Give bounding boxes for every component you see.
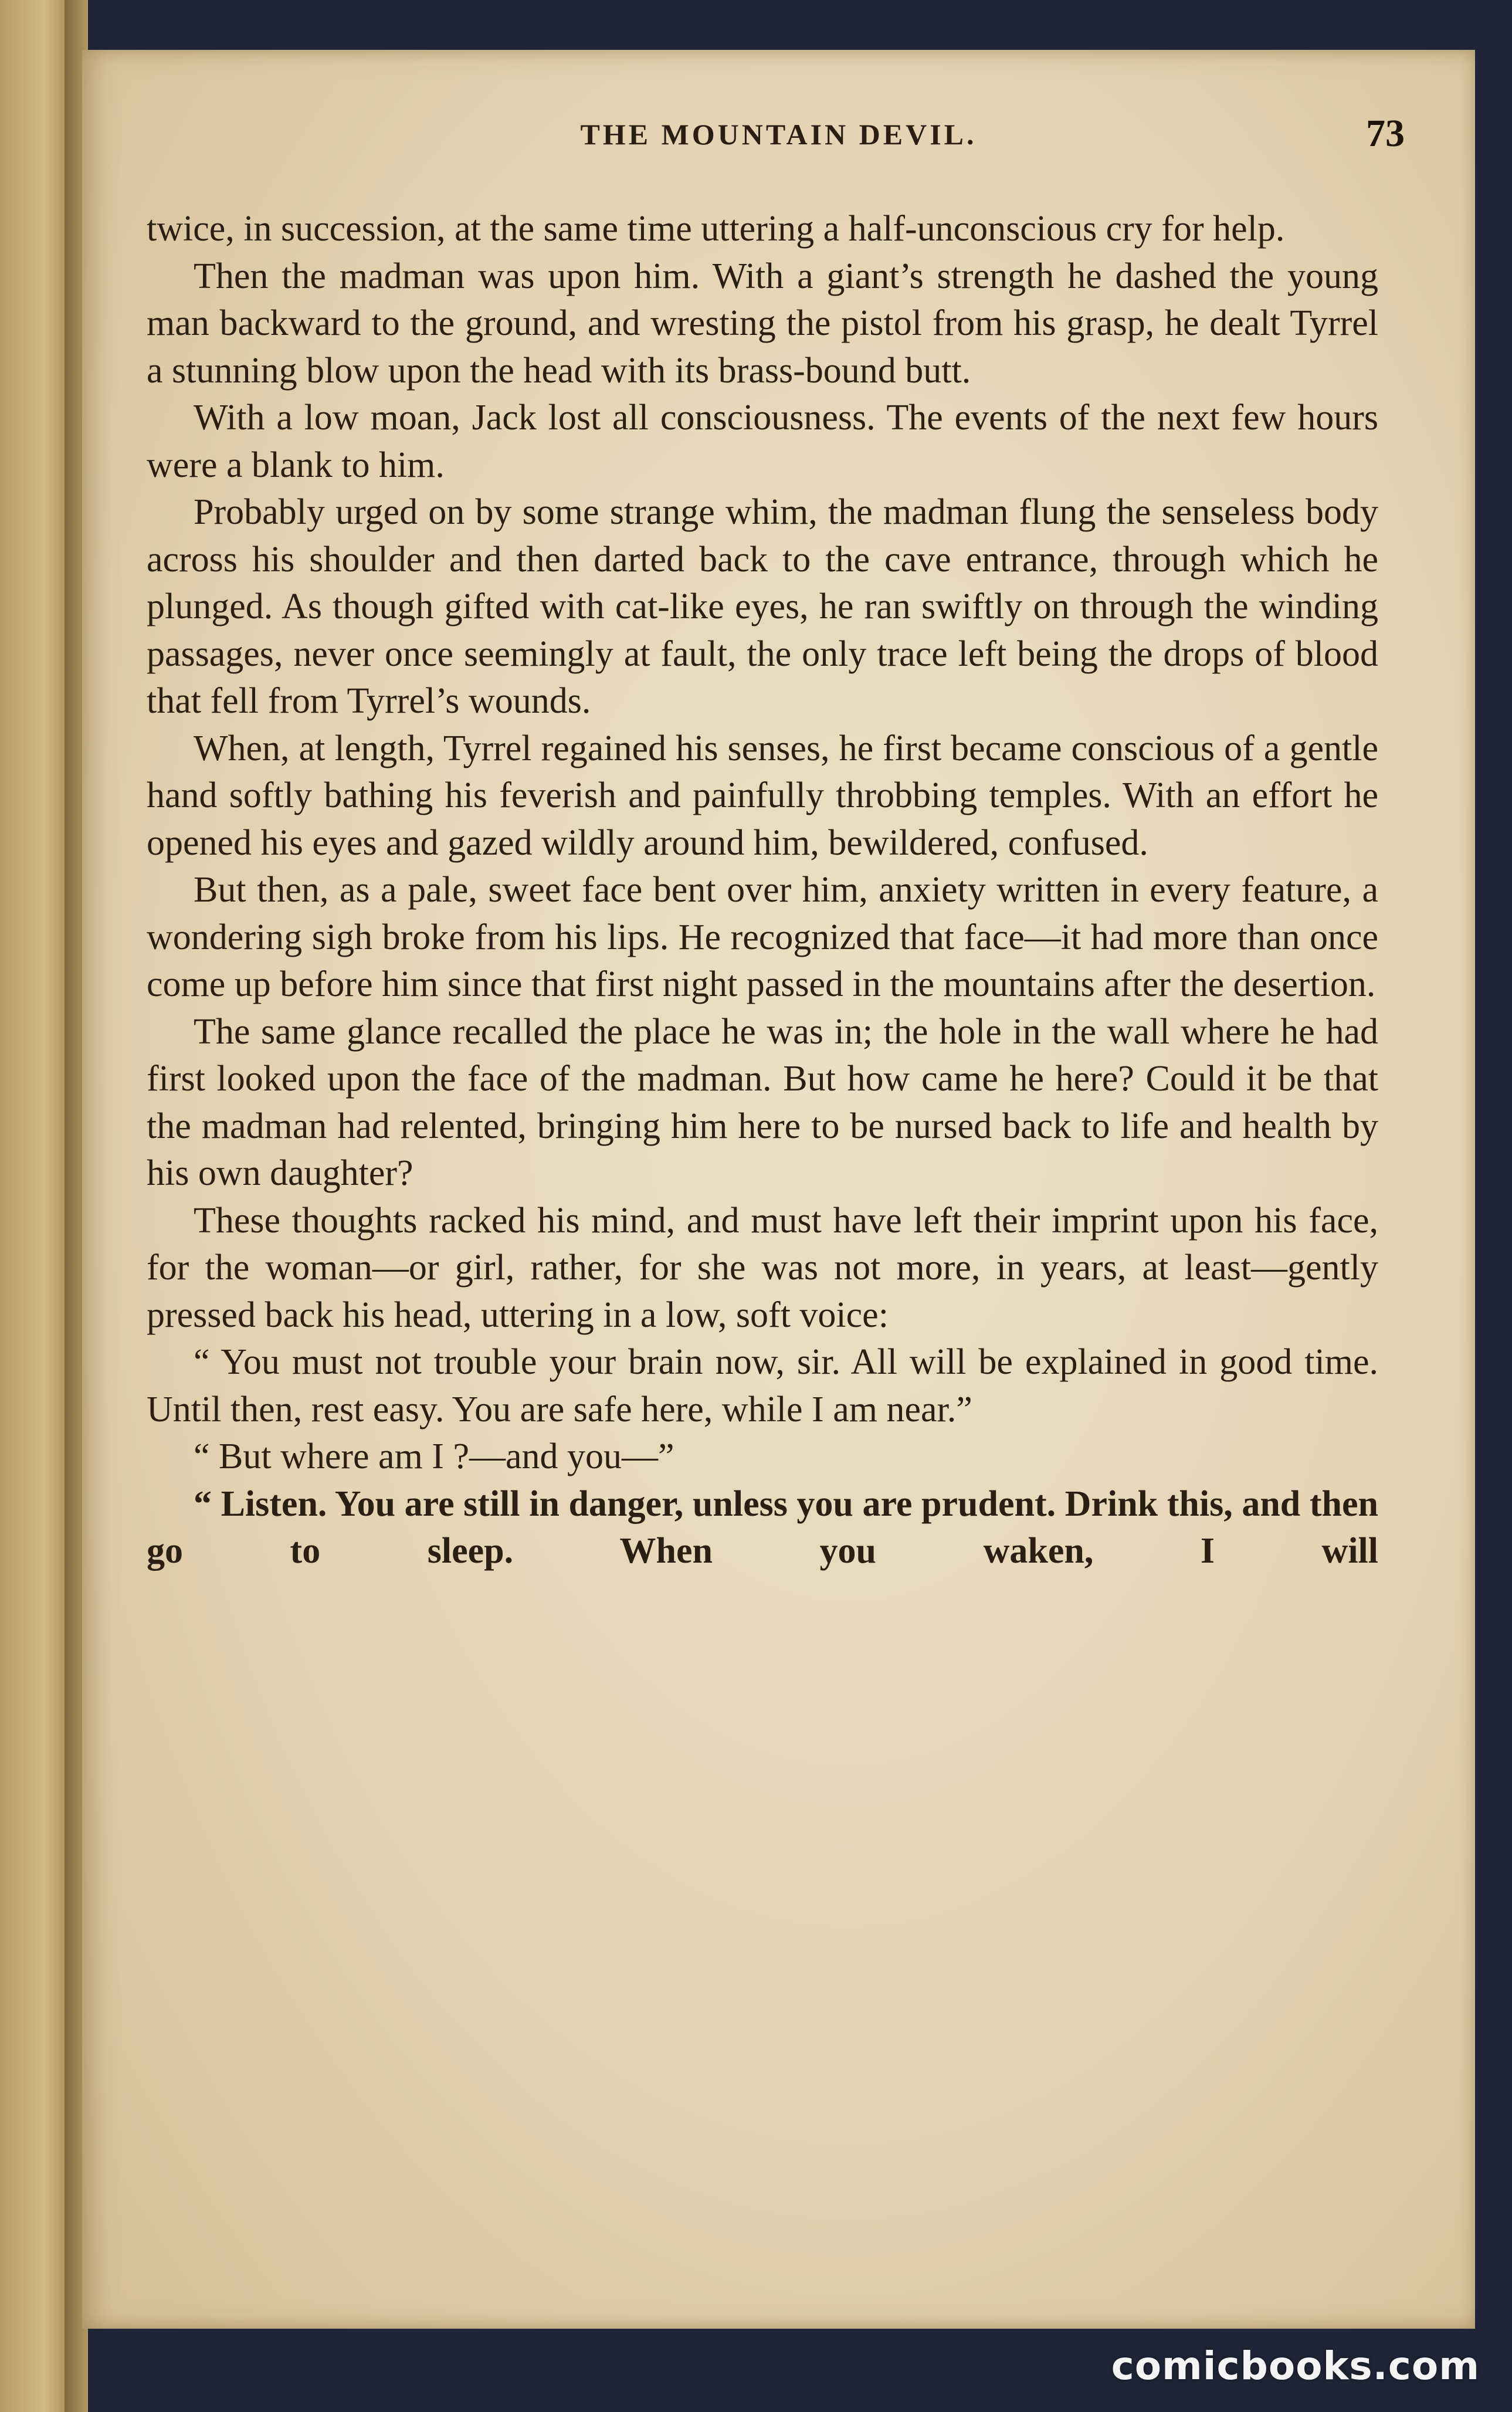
- running-title: THE MOUNTAIN DEVIL.: [580, 118, 977, 151]
- paragraph: Then the madman was upon him. With a giant’s strength he dashed the young man backward to the ground, and wresting the pistol from his grasp, he dealt Tyrrel a stunning blow upon the head with its brass-bound butt.: [147, 256, 1378, 391]
- facing-page-edge: [0, 0, 73, 2412]
- body-text: [147, 205, 1378, 1575]
- paragraph: But then, as a pale, sweet face bent over him, anxiety written in every feature, a wondering sigh broke from his lips. He recognized that face—it had more than once come up before him since that first night passed in the mountains after the desertion.: [147, 870, 1378, 1004]
- page-header: [82, 112, 1475, 164]
- paragraph: With a low moan, Jack lost all consciousness. The events of the next few hours were a blank to him.: [147, 398, 1378, 485]
- paragraph: “ But where am I ?—and you—”: [194, 1437, 674, 1476]
- book-page: [82, 50, 1475, 2329]
- paragraph: “ You must not trouble your brain now, sir. All will be explained in good time. Until then, rest easy. You are safe here, while I am near.”: [147, 1342, 1378, 1429]
- site-watermark: comicbooks.com: [1111, 2343, 1480, 2389]
- paragraph: These thoughts racked his mind, and must have left their imprint upon his face, for the woman—or girl, rather, for she was not more, in years, at least—gently pressed back his head, uttering in a low, soft voice:: [147, 1200, 1378, 1335]
- paragraph: Probably urged on by some strange whim, the madman flung the senseless body across his shoulder and then darted back to the cave entrance, through which he plunged. As though gifted with cat-like eyes, he ran swiftly on through the winding passages, never once seemingly at fault, the only trace left being the drops of blood that fell from Tyrrel’s wounds.: [147, 492, 1378, 721]
- page-number: 73: [1366, 112, 1405, 155]
- paragraph: When, at length, Tyrrel regained his senses, he first became conscious of a gentle hand softly bathing his feverish and painfully throbbing temples. With an effort he opened his eyes and gazed wildly around him, bewildered, confused.: [147, 728, 1378, 863]
- paragraph: twice, in succession, at the same time uttering a half-unconscious cry for help.: [147, 209, 1285, 249]
- paragraph: “ Listen. You are still in danger, unless you are prudent. Drink this, and then go to sleep. When you waken, I will: [147, 1483, 1378, 1571]
- paragraph: The same glance recalled the place he was in; the hole in the wall where he had first looked upon the face of the madman. But how came he here? Could it be that the madman had relented, bringing him here to be nursed back to life and health by his own daughter?: [147, 1011, 1378, 1193]
